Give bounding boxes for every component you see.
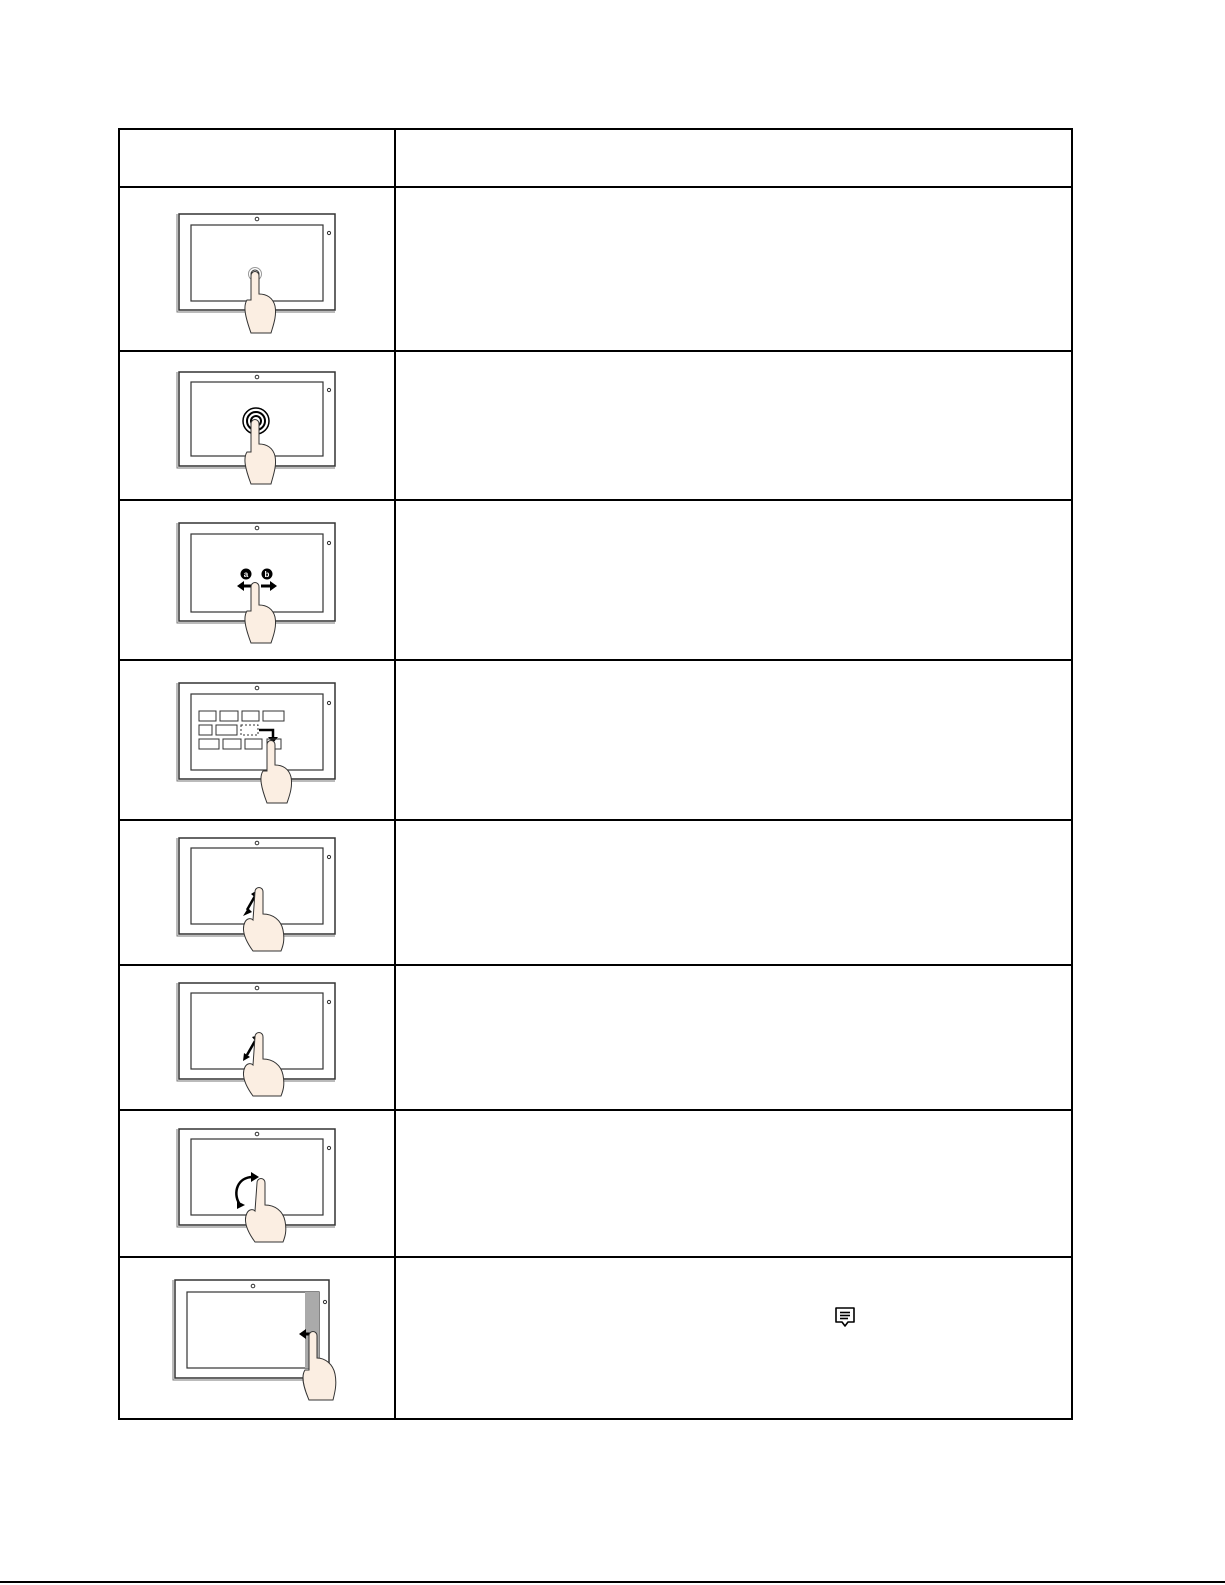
illustration-cell xyxy=(119,1110,395,1257)
marker-a: a xyxy=(243,570,249,579)
illustration-cell xyxy=(119,820,395,965)
table-row xyxy=(119,660,1072,820)
description-cell xyxy=(395,1257,1072,1419)
illustration-cell xyxy=(119,965,395,1110)
table-row xyxy=(119,1110,1072,1257)
header-gesture-cell xyxy=(119,129,395,187)
action-center-icon xyxy=(834,1306,856,1328)
table-row xyxy=(119,820,1072,965)
table-header-row xyxy=(119,129,1072,187)
illustration-cell xyxy=(119,660,395,820)
page-bottom-rule xyxy=(0,1581,1225,1583)
description-cell xyxy=(395,660,1072,820)
slide-left-right-gesture-icon xyxy=(167,515,347,645)
table-row xyxy=(119,500,1072,660)
illustration-cell xyxy=(119,351,395,500)
illustration-cell xyxy=(119,1257,395,1419)
table-row xyxy=(119,187,1072,351)
description-cell xyxy=(395,500,1072,660)
description-cell xyxy=(395,820,1072,965)
table-row xyxy=(119,1257,1072,1419)
rotate-gesture-icon xyxy=(167,1125,347,1243)
header-description-cell xyxy=(395,129,1072,187)
tap-gesture-icon xyxy=(167,204,347,334)
illustration-cell xyxy=(119,187,395,351)
description-cell xyxy=(395,965,1072,1110)
description-cell xyxy=(395,1110,1072,1257)
illustration-cell xyxy=(119,500,395,660)
description-cell xyxy=(395,351,1072,500)
swipe-in-from-right-edge-gesture-icon xyxy=(167,1274,347,1402)
drag-item-gesture-icon xyxy=(167,675,347,805)
description-cell xyxy=(395,187,1072,351)
pinch-in-gesture-icon xyxy=(167,834,347,952)
marker-b: b xyxy=(264,570,270,579)
tap-and-hold-gesture-icon xyxy=(167,366,347,486)
gesture-table xyxy=(118,128,1073,1420)
stretch-out-gesture-icon xyxy=(167,979,347,1097)
table-row xyxy=(119,965,1072,1110)
table-row xyxy=(119,351,1072,500)
